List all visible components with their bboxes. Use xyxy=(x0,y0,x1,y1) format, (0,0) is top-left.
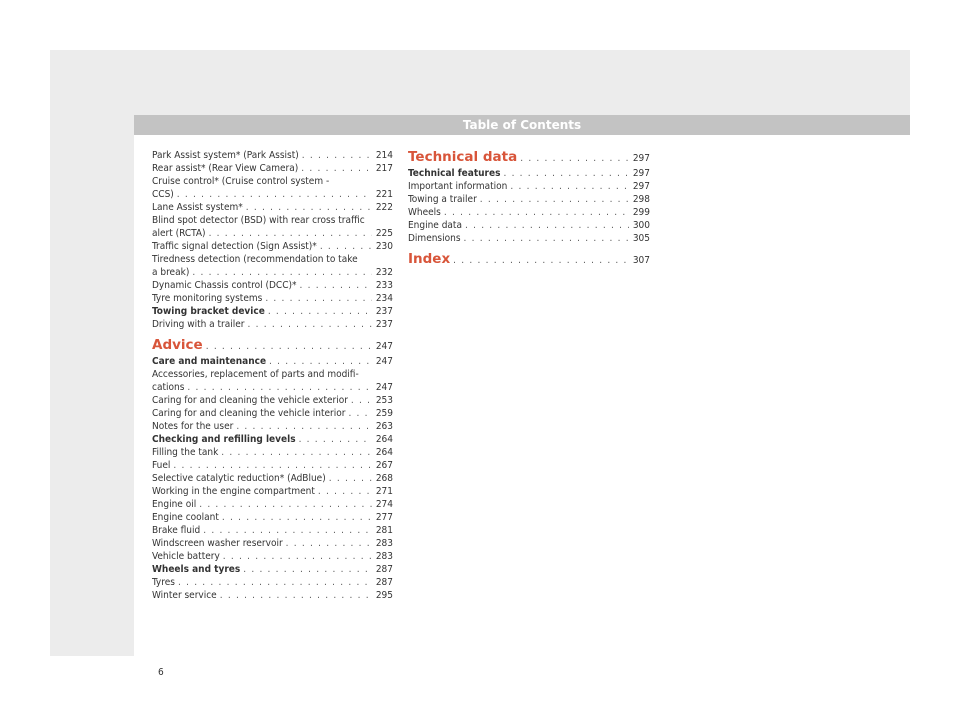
dot-leader xyxy=(444,206,629,219)
toc-page-number: 287 xyxy=(375,577,393,588)
dot-leader xyxy=(329,472,372,485)
toc-page-number: 287 xyxy=(375,564,393,575)
dot-leader xyxy=(187,381,372,394)
toc-entry-row xyxy=(152,318,393,331)
toc-page-number: 283 xyxy=(375,538,393,549)
section-title: Index xyxy=(408,251,451,267)
toc-entry-title: Brake fluid xyxy=(152,525,201,536)
dot-leader xyxy=(348,407,372,420)
toc-entry-row xyxy=(152,433,393,446)
toc-entry-row xyxy=(152,459,393,472)
toc-entry-title: Vehicle battery xyxy=(152,551,220,562)
toc-entry-title-line: Blind spot detector (BSD) with rear cross traffic xyxy=(152,215,365,226)
dot-leader xyxy=(192,266,372,279)
toc-entry-title: Tyre monitoring systems xyxy=(152,293,263,304)
toc-entry[interactable] xyxy=(152,394,393,407)
toc-entry-row xyxy=(152,240,393,253)
dot-leader xyxy=(269,355,372,368)
toc-entry-row xyxy=(152,149,393,162)
toc-entry-title: Towing a trailer xyxy=(408,194,477,205)
toc-entry-title-line: Tiredness detection (recommendation to take xyxy=(152,254,358,265)
toc-entry-row xyxy=(408,149,650,165)
toc-page-number: 232 xyxy=(375,267,393,278)
toc-entry-title: Technical features xyxy=(408,168,501,179)
dot-leader xyxy=(221,446,372,459)
dot-leader xyxy=(248,318,373,331)
toc-page-number: 297 xyxy=(632,168,650,179)
toc-entry-row xyxy=(152,381,393,394)
toc-entry-title: a break) xyxy=(152,267,190,278)
toc-section-heading[interactable] xyxy=(152,337,393,353)
toc-entry-row xyxy=(152,188,393,201)
toc-entry-title: Notes for the user xyxy=(152,421,234,432)
toc-entry-title: Tyres xyxy=(152,577,175,588)
toc-entry[interactable] xyxy=(152,253,393,279)
toc-entry[interactable] xyxy=(152,305,393,318)
toc-entry-row xyxy=(152,305,393,318)
toc-entry-title: Engine data xyxy=(408,220,462,231)
toc-entry[interactable] xyxy=(152,292,393,305)
toc-entry-title-line: Cruise control* (Cruise control system - xyxy=(152,176,330,187)
toc-page-number: 283 xyxy=(375,551,393,562)
dot-leader xyxy=(203,524,372,537)
dot-leader xyxy=(301,162,372,175)
toc-entry-title: Lane Assist system* xyxy=(152,202,243,213)
toc-entry-row xyxy=(152,394,393,407)
toc-section-heading[interactable] xyxy=(408,251,650,267)
toc-entry-title: Checking and refilling levels xyxy=(152,434,296,445)
page-number: 6 xyxy=(158,667,164,678)
toc-entry-row xyxy=(152,550,393,563)
toc-entry-row xyxy=(152,162,393,175)
toc-entry-title: Traffic signal detection (Sign Assist)* xyxy=(152,241,317,252)
toc-entry-title: alert (RCTA) xyxy=(152,228,206,239)
dot-leader xyxy=(246,201,372,214)
toc-entry-title: Rear assist* (Rear View Camera) xyxy=(152,163,299,174)
toc-page-number: 295 xyxy=(375,590,393,601)
toc-page-number: 259 xyxy=(375,408,393,419)
page-title: Table of Contents xyxy=(134,115,910,135)
toc-entry[interactable] xyxy=(152,214,393,240)
toc-page-number: 247 xyxy=(375,356,393,367)
toc-entry[interactable] xyxy=(152,420,393,433)
dot-leader xyxy=(286,537,372,550)
toc-entry-row xyxy=(152,337,393,353)
toc-entry[interactable] xyxy=(152,433,393,446)
toc-page-number: 274 xyxy=(375,499,393,510)
toc-entry-title: Dynamic Chassis control (DCC)* xyxy=(152,280,297,291)
dot-leader xyxy=(503,167,629,180)
toc-entry[interactable] xyxy=(152,368,393,394)
toc-entry-row xyxy=(408,251,650,267)
toc-entry[interactable] xyxy=(152,149,393,162)
toc-entry-title: Filling the tank xyxy=(152,447,219,458)
dot-leader xyxy=(178,576,372,589)
toc-page-number: 264 xyxy=(375,434,393,445)
toc-page-number: 277 xyxy=(375,512,393,523)
dot-leader xyxy=(177,188,372,201)
toc-column-right xyxy=(408,149,650,269)
toc-entry-row xyxy=(408,219,650,232)
toc-entry[interactable] xyxy=(152,162,393,175)
toc-entry-title: Fuel xyxy=(152,460,171,471)
toc-entry-row xyxy=(152,266,393,279)
dot-leader xyxy=(223,550,372,563)
dot-leader xyxy=(302,149,372,162)
toc-page-number: 247 xyxy=(375,341,393,352)
toc-page-number: 299 xyxy=(632,207,650,218)
toc-page-number: 263 xyxy=(375,421,393,432)
toc-entry[interactable] xyxy=(152,459,393,472)
toc-entry[interactable] xyxy=(408,219,650,232)
toc-entry-title-line: Accessories, replacement of parts and modifi- xyxy=(152,369,359,380)
dot-leader xyxy=(453,254,629,267)
toc-entry-row xyxy=(152,407,393,420)
toc-entry-row xyxy=(152,201,393,214)
toc-entry[interactable] xyxy=(152,446,393,459)
toc-entry[interactable] xyxy=(408,206,650,219)
toc-page-number: 307 xyxy=(632,255,650,266)
toc-entry-row xyxy=(152,576,393,589)
toc-entry-title: Important information xyxy=(408,181,508,192)
toc-page-number: 281 xyxy=(375,525,393,536)
toc-entry[interactable] xyxy=(152,201,393,214)
dot-leader xyxy=(268,305,372,318)
toc-entry[interactable] xyxy=(152,589,393,602)
toc-entry[interactable] xyxy=(408,180,650,193)
dot-leader xyxy=(199,498,372,511)
toc-entry-title: Windscreen washer reservoir xyxy=(152,538,283,549)
toc-entry-row xyxy=(152,524,393,537)
toc-entry[interactable] xyxy=(152,318,393,331)
toc-entry-row xyxy=(152,498,393,511)
toc-entry[interactable] xyxy=(152,498,393,511)
toc-entry-title: Engine coolant xyxy=(152,512,219,523)
dot-leader xyxy=(265,292,372,305)
toc-entry[interactable] xyxy=(152,175,393,201)
toc-entry-row xyxy=(152,446,393,459)
toc-page-number: 253 xyxy=(375,395,393,406)
toc-entry-row xyxy=(152,279,393,292)
toc-page-number: 298 xyxy=(632,194,650,205)
toc-entry-title: Driving with a trailer xyxy=(152,319,245,330)
toc-entry-row xyxy=(152,485,393,498)
toc-page-number: 305 xyxy=(632,233,650,244)
toc-page-number: 214 xyxy=(375,150,393,161)
dot-leader xyxy=(236,420,372,433)
toc-entry-row xyxy=(152,420,393,433)
section-title: Technical data xyxy=(408,149,518,165)
toc-entry-row xyxy=(152,292,393,305)
toc-page-number: 264 xyxy=(375,447,393,458)
toc-page-number: 225 xyxy=(375,228,393,239)
toc-entry-row xyxy=(408,180,650,193)
toc-entry-title: Wheels and tyres xyxy=(152,564,241,575)
toc-entry-row xyxy=(408,232,650,245)
dot-leader xyxy=(465,219,629,232)
dot-leader xyxy=(351,394,372,407)
toc-entry-title: Towing bracket device xyxy=(152,306,265,317)
toc-page-number: 267 xyxy=(375,460,393,471)
toc-entry-title: Engine oil xyxy=(152,499,197,510)
toc-entry[interactable] xyxy=(408,167,650,180)
toc-entry[interactable] xyxy=(152,550,393,563)
toc-entry-title: Caring for and cleaning the vehicle exterior xyxy=(152,395,348,406)
toc-entry[interactable] xyxy=(152,524,393,537)
toc-page-number: 297 xyxy=(632,181,650,192)
toc-page-number: 237 xyxy=(375,306,393,317)
toc-page-number: 247 xyxy=(375,382,393,393)
toc-page-number: 268 xyxy=(375,473,393,484)
dot-leader xyxy=(243,563,372,576)
toc-entry-title: Wheels xyxy=(408,207,441,218)
toc-entry-title: Dimensions xyxy=(408,233,461,244)
dot-leader xyxy=(320,240,372,253)
toc-entry[interactable] xyxy=(152,511,393,524)
toc-page-number: 300 xyxy=(632,220,650,231)
dot-leader xyxy=(173,459,372,472)
toc-page-number: 230 xyxy=(375,241,393,252)
dot-leader xyxy=(206,340,372,353)
toc-entry-row xyxy=(152,227,393,240)
toc-entry[interactable] xyxy=(152,537,393,550)
toc-entry[interactable] xyxy=(408,193,650,206)
toc-page-number: 221 xyxy=(375,189,393,200)
toc-entry[interactable] xyxy=(408,232,650,245)
page-background xyxy=(50,50,910,678)
toc-entry-row xyxy=(152,589,393,602)
toc-entry[interactable] xyxy=(152,240,393,253)
toc-entry-title: Park Assist system* (Park Assist) xyxy=(152,150,299,161)
toc-entry-row xyxy=(408,193,650,206)
dot-leader xyxy=(220,589,372,602)
toc-entry-row xyxy=(152,537,393,550)
toc-entry-title: cations xyxy=(152,382,185,393)
toc-entry-row xyxy=(408,206,650,219)
toc-entry[interactable] xyxy=(152,279,393,292)
toc-entry[interactable] xyxy=(152,407,393,420)
toc-entry-row xyxy=(152,563,393,576)
toc-entry-title: Caring for and cleaning the vehicle interior xyxy=(152,408,346,419)
document-page xyxy=(134,115,910,681)
toc-page-number: 233 xyxy=(375,280,393,291)
toc-page-number: 234 xyxy=(375,293,393,304)
toc-entry[interactable] xyxy=(152,576,393,589)
toc-entry[interactable] xyxy=(152,485,393,498)
toc-column-left xyxy=(152,149,393,602)
dot-leader xyxy=(299,279,372,292)
dot-leader xyxy=(520,152,629,165)
toc-entry-title: Winter service xyxy=(152,590,217,601)
section-title: Advice xyxy=(152,337,203,353)
dot-leader xyxy=(480,193,629,206)
toc-page-number: 237 xyxy=(375,319,393,330)
toc-page-number: 297 xyxy=(632,153,650,164)
toc-entry-title: Selective catalytic reduction* (AdBlue) xyxy=(152,473,326,484)
toc-entry-title: CCS) xyxy=(152,189,174,200)
toc-entry[interactable] xyxy=(152,355,393,368)
dot-leader xyxy=(222,511,372,524)
dot-leader xyxy=(510,180,629,193)
toc-entry[interactable] xyxy=(152,563,393,576)
toc-entry-title: Care and maintenance xyxy=(152,356,267,367)
toc-section-heading[interactable] xyxy=(408,149,650,165)
dot-leader xyxy=(209,227,372,240)
toc-entry-row xyxy=(152,511,393,524)
toc-page-number: 222 xyxy=(375,202,393,213)
toc-entry-row xyxy=(408,167,650,180)
toc-entry-row xyxy=(152,472,393,485)
toc-page-number: 217 xyxy=(375,163,393,174)
toc-entry[interactable] xyxy=(152,472,393,485)
toc-page-number: 271 xyxy=(375,486,393,497)
dot-leader xyxy=(299,433,372,446)
toc-entry-title: Working in the engine compartment xyxy=(152,486,315,497)
toc-entry-row xyxy=(152,355,393,368)
dot-leader xyxy=(464,232,629,245)
dot-leader xyxy=(318,485,372,498)
